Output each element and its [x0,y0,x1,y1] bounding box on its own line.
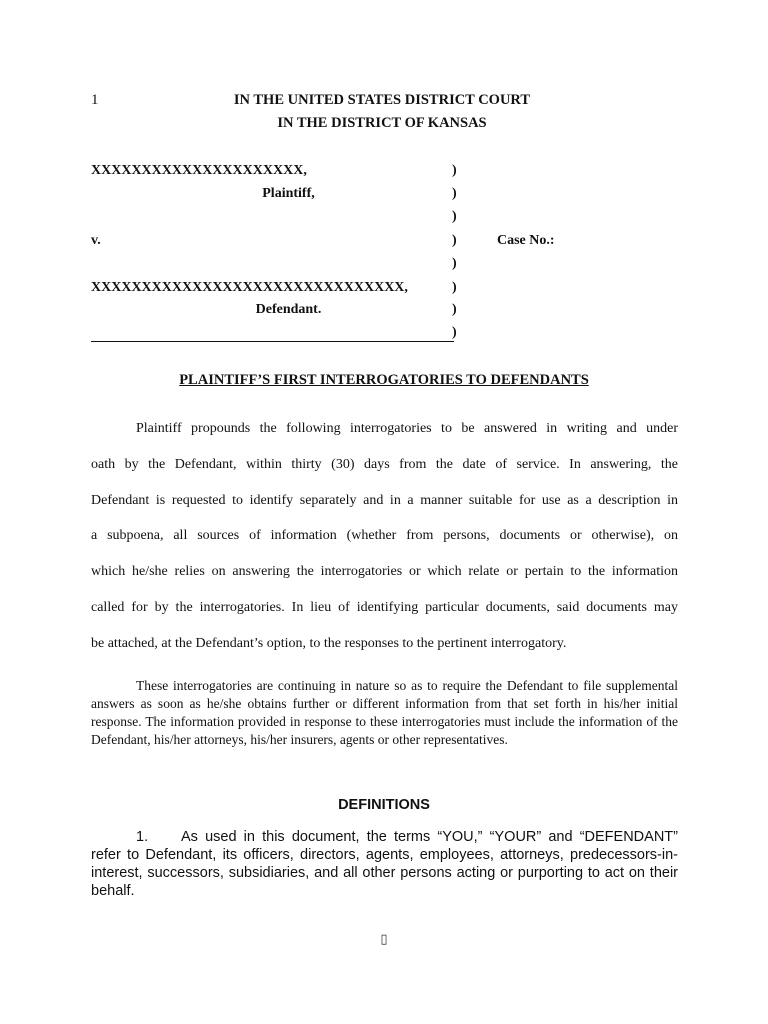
continuing-nature-paragraph: These interrogatories are continuing in nature so as to require the Defendant to file supplemental answers as soon as he/she obtains further or different information from that set forth in his/her initial response. The information provided in response to these interrogatories must include the information of the Defendant, his/her attorneys, his/her insurers, agents or other representatives. [91,678,678,747]
versus-label: v. [91,233,101,248]
document-title: PLAINTIFF’S FIRST INTERROGATORIES TO DEFENDANTS [179,372,589,388]
caption-paren: ) [452,186,457,201]
court-name-line: IN THE UNITED STATES DISTRICT COURT [233,92,531,108]
caption-paren: ) [452,280,457,295]
intro-paragraph [91,419,678,670]
paragraph-line: which he/she relies on answering the interrogatories or which relate or pertain to the information [91,564,678,580]
definition-item [91,828,678,900]
caption-paren: ) [452,163,457,178]
paragraph-line: be attached, at the Defendant’s option, to the responses to the pertinent interrogatory. [91,635,567,651]
district-line: IN THE DISTRICT OF KANSAS [277,115,487,131]
case-number-label: Case No.: [497,233,555,248]
paragraph-line: Defendant is requested to identify separately and in a manner suitable for use as a description in [91,492,678,508]
paragraph-line: called for by the interrogatories. In lieu of identifying particular documents, said documents may [91,599,678,615]
caption-paren: ) [452,233,457,248]
defendant-name: XXXXXXXXXXXXXXXXXXXXXXXXXXXXXXX, [91,280,408,295]
caption-paren: ) [452,325,457,340]
caption-paren: ) [452,209,457,224]
caption-paren: ) [452,256,457,271]
defendant-label: Defendant. [255,302,322,317]
paragraph-line: oath by the Defendant, within thirty (30) days from the date of service. In answering, the [91,456,678,472]
caption-paren: ) [452,302,457,317]
definition-number: 1. [136,829,149,845]
page-footer-glyph: ▯ [380,932,388,947]
plaintiff-label: Plaintiff, [262,186,315,201]
caption-divider [91,341,454,342]
plaintiff-name: XXXXXXXXXXXXXXXXXXXXX, [91,163,307,178]
line-number: 1 [91,92,99,108]
definitions-heading: DEFINITIONS [338,797,430,813]
paragraph-line: a subpoena, all sources of information (whether from persons, documents or otherwise), on [91,528,678,544]
paragraph-line: Plaintiff propounds the following interrogatories to be answered in writing and under [136,421,678,436]
definition-text: As used in this document, the terms “YOU,” “YOUR” and “DEFENDANT” refer to Defendant, its officers, directors, agents, employees, attorneys, predecessors-in-interest, successors, subsidiaries, and all other persons acting or purporting to act on their behalf. [91,829,678,899]
